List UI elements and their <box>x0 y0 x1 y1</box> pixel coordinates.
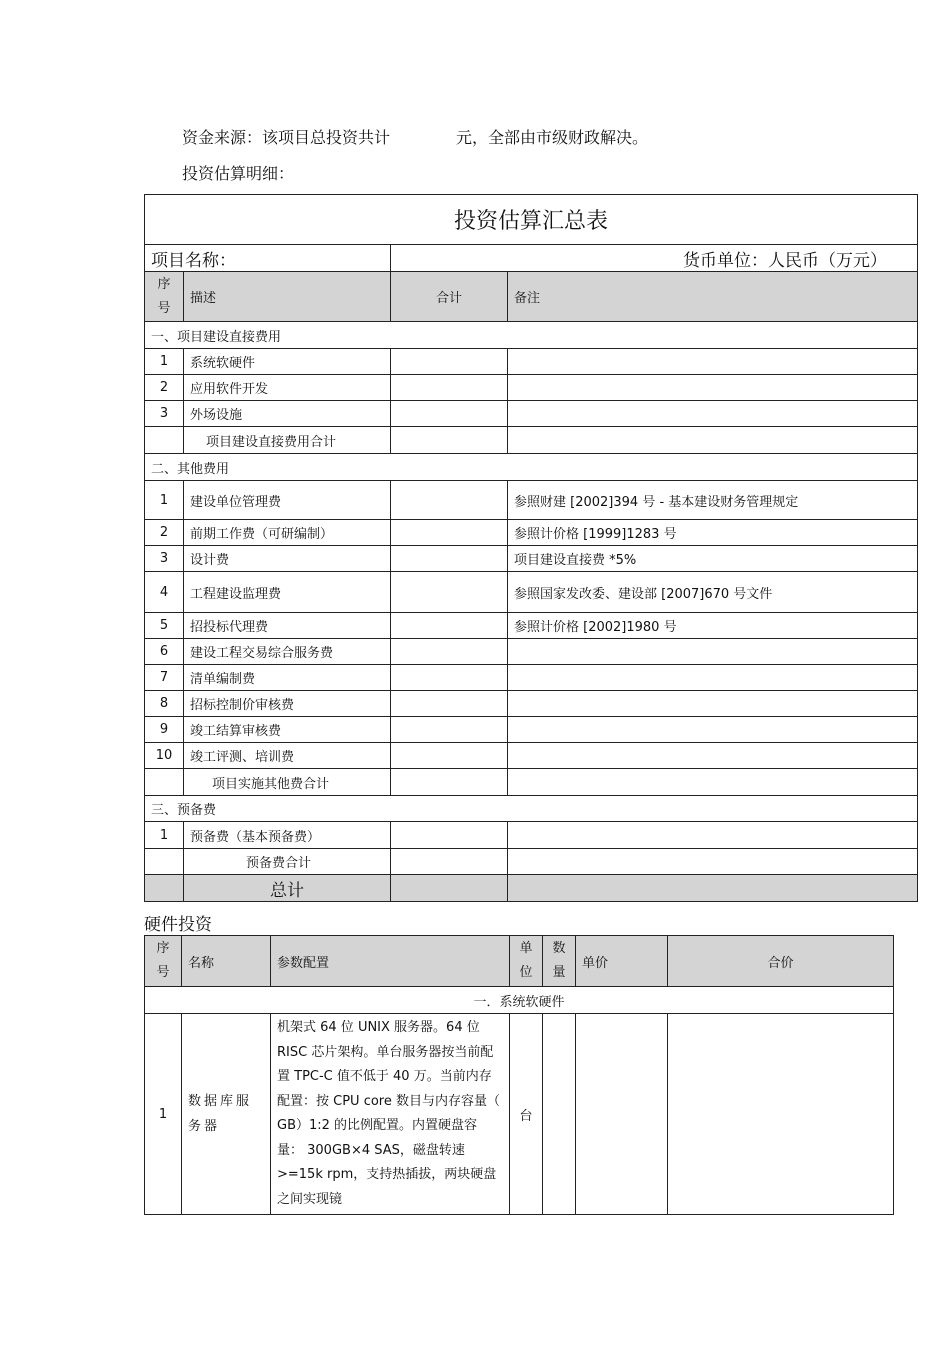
table-row: 1 系统软硬件 <box>145 349 918 375</box>
hardware-header-row <box>145 936 894 987</box>
header-desc: 描述 <box>184 272 391 322</box>
hw-header-qty: 数 量 <box>543 936 576 987</box>
hw-header-name: 名称 <box>182 936 271 987</box>
table-row: 10 竣工评测、培训费 <box>145 743 918 769</box>
table-row: 3 设计费 项目建设直接费 *5% <box>145 546 918 572</box>
header-note: 备注 <box>508 272 918 322</box>
grand-total-label: 总计 <box>184 875 391 902</box>
funding-source-tail: 元，全部由市级财政解决。 <box>456 128 649 147</box>
table-row: 3 外场设施 <box>145 401 918 427</box>
table-row <box>145 1014 894 1215</box>
project-name-label: 项目名称： <box>145 245 391 272</box>
table-row: 7 清单编制费 <box>145 665 918 691</box>
summary-header-row <box>145 272 918 322</box>
hw-row-seq: 1 <box>145 1014 182 1215</box>
grand-total-row <box>145 875 918 902</box>
investment-summary-table <box>144 194 918 902</box>
table-row: 6 建设工程交易综合服务费 <box>145 639 918 665</box>
hw-header-spec: 参数配置 <box>271 936 510 987</box>
table-row: 8 招标控制价审核费 <box>145 691 918 717</box>
table-row: 9 竣工结算审核费 <box>145 717 918 743</box>
hardware-investment-table <box>144 935 894 1215</box>
subtotal-row: 预备费合计 <box>145 849 918 875</box>
table-row: 1 建设单位管理费 参照财建 [2002]394 号 - 基本建设财务管理规定 <box>145 481 918 520</box>
table-row: 4 工程建设监理费 参照国家发改委、建设部 [2007]670 号文件 <box>145 572 918 613</box>
hw-section-title: 一．系统软硬件 <box>145 987 894 1014</box>
subtotal-row: 项目实施其他费合计 <box>145 769 918 796</box>
hw-header-price: 单价 <box>576 936 668 987</box>
hw-row-spec: 机架式 64 位 UNIX 服务器。64 位 RISC 芯片架构。单台服务器按当前配置 TPC-C 值不低于 40 万。当前内存配置：按 CPU core 数目与内存容量（ GB）1:2 的比例配置。内置硬盘容量： 300GB×4 SAS，磁盘转速 >=15k rpm，支持热插拔，两块硬盘之间实现镜 <box>271 1014 510 1215</box>
section-title: 二、其他费用 <box>145 454 918 481</box>
investment-detail-label: 投资估算明细： <box>182 164 295 183</box>
hw-header-unit: 单 位 <box>510 936 543 987</box>
header-seq: 序 号 <box>145 272 184 322</box>
hw-row-name: 数据库服务器 <box>182 1014 271 1215</box>
hw-header-total: 合价 <box>668 936 894 987</box>
hardware-title: 硬件投资 <box>144 915 212 935</box>
currency-unit-label: 货币单位：人民币（万元） <box>391 245 918 272</box>
hw-row-unit: 台 <box>510 1014 543 1215</box>
table-row: 2 前期工作费（可研编制） 参照计价格 [1999]1283 号 <box>145 520 918 546</box>
hw-header-seq: 序 号 <box>145 936 182 987</box>
table-row: 1 预备费（基本预备费） <box>145 822 918 849</box>
funding-source-label: 资金来源：该项目总投资共计 <box>182 128 391 147</box>
section-title: 一、项目建设直接费用 <box>145 322 918 349</box>
funding-source-text <box>182 125 648 148</box>
section-title: 三、预备费 <box>145 796 918 822</box>
table-row: 2 应用软件开发 <box>145 375 918 401</box>
table-row: 5 招投标代理费 参照计价格 [2002]1980 号 <box>145 613 918 639</box>
subtotal-row: 项目建设直接费用合计 <box>145 427 918 454</box>
header-total: 合计 <box>391 272 508 322</box>
summary-title: 投资估算汇总表 <box>145 195 918 245</box>
